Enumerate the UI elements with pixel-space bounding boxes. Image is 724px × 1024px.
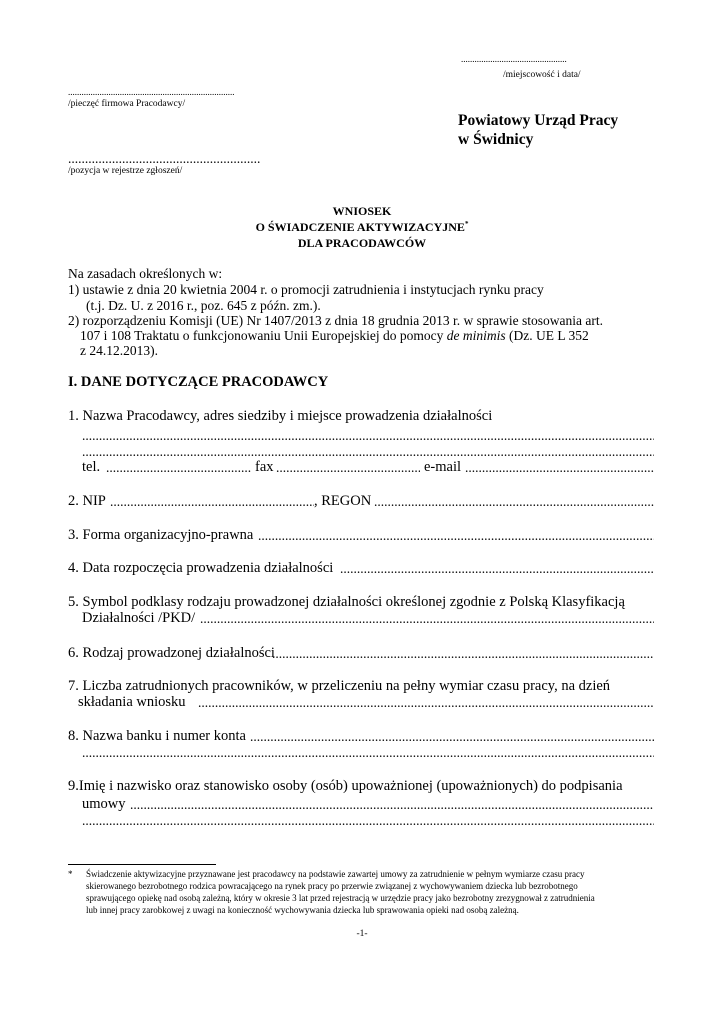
place-date-dots[interactable]: ............................................... (461, 54, 567, 64)
footnote-divider (68, 864, 216, 865)
q7-label-line2: składania wniosku (78, 694, 186, 710)
footnote-line1: Świadczenie aktywizacyjne przyznawane jest pracodawcy na podstawie zawartej umowy za zatrudnienie w pełnym wymiarze czasu pracy (86, 869, 585, 879)
doc-title-line1: WNIOSEK (332, 204, 392, 218)
register-label: /pozycja w rejestrze zgłoszeń/ (68, 166, 183, 176)
q4-field[interactable] (340, 561, 654, 577)
register-dots[interactable]: ......................................................... (68, 151, 261, 166)
doc-title-line2: O ŚWIADCZENIE AKTYWIZACYJNE* (255, 220, 469, 234)
q6-field[interactable] (272, 646, 654, 662)
legal-intro: Na zasadach określonych w: (68, 266, 223, 281)
footnote-ref-mark: * (464, 220, 469, 228)
email-label: e-mail (424, 459, 462, 475)
office-name-line2: w Świdnicy (458, 131, 534, 148)
q2-regon-label: , REGON (314, 493, 372, 509)
q8-field-line1[interactable] (250, 729, 654, 745)
q5-label-line1: 5. Symbol podklasy rodzaju prowadzonej działalności określonej zgodnie z Polską Klasyfikacją (68, 594, 625, 610)
fax-label: fax (255, 459, 274, 475)
place-date-label: /miejscowość i data/ (503, 70, 581, 80)
q3-field[interactable] (258, 528, 654, 544)
email-field[interactable] (465, 460, 654, 476)
fax-field[interactable] (276, 460, 420, 476)
footnote-mark: * (68, 869, 73, 879)
nip-field[interactable] (110, 494, 314, 510)
footnote-line4: lub innej pracy zarobkowej z uwagi na konieczność wychowywania dziecka lub sprawowania opieki nad osobą zależną. (86, 905, 519, 915)
q1-fill-line1[interactable] (82, 428, 654, 444)
footnote-line3: sprawującego opiekę nad osobą zależną, który w okresie 3 lat przed rejestracją w urzędzie pracy jako bezrobotny zrezygnował z zatrudnienia (86, 893, 595, 903)
tel-label: tel. (82, 459, 101, 475)
q7-label-line1: 7. Liczba zatrudnionych pracowników, w przeliczeniu na pełny wymiar czasu pracy, na dzień (68, 678, 611, 694)
q8-label: 8. Nazwa banku i numer konta (68, 728, 246, 744)
office-name-line1: Powiatowy Urząd Pracy (458, 112, 619, 129)
q9-label-line1: 9.Imię i nazwisko oraz stanowisko osoby (osób) upoważnionej (upoważnionych) do podpisania (68, 778, 623, 794)
q9-label-line2: umowy (82, 796, 126, 812)
page-number: -1- (356, 929, 368, 939)
q5-label-line2: Działalności /PKD/ (82, 610, 196, 626)
q9-field-line1[interactable] (130, 797, 654, 813)
stamp-label: /pieczęć firmowa Pracodawcy/ (68, 99, 186, 109)
legal-point1-line2: (t.j. Dz. U. z 2016 r., poz. 645 z późn. zm.). (86, 298, 321, 313)
q8-field-line2[interactable] (82, 745, 654, 761)
legal-point2-line1: 2) rozporządzeniu Komisji (UE) Nr 1407/2013 z dnia 18 grudnia 2013 r. w sprawie stosowania art. (68, 313, 603, 328)
footnote-line2: skierowanego bezrobotnego rodzica powracającego na rynek pracy po przerwie związanej z wychowywaniem dziecka lub bezrobotnego (86, 881, 578, 891)
legal-point2-line3: z 24.12.2013). (80, 343, 158, 358)
q1-fill-line2[interactable] (82, 444, 654, 460)
q9-field-line2[interactable] (82, 813, 654, 829)
section-heading: I. DANE DOTYCZĄCE PRACODAWCY (68, 374, 329, 390)
legal-point2-line2: 107 i 108 Traktatu o funkcjonowaniu Unii Europejskiej do pomocy de minimis (Dz. UE L 352 (80, 328, 589, 343)
q3-label: 3. Forma organizacyjno-prawna (68, 527, 254, 543)
q4-label: 4. Data rozpoczęcia prowadzenia działalności (68, 560, 334, 576)
q1-label: 1. Nazwa Pracodawcy, adres siedziby i miejsce prowadzenia działalności (68, 408, 493, 424)
regon-field[interactable] (374, 494, 654, 510)
q2-nip-label: 2. NIP (68, 493, 106, 509)
doc-title-line3: DLA PRACODAWCÓW (297, 236, 427, 250)
q7-field[interactable] (198, 695, 654, 711)
tel-field[interactable] (106, 460, 252, 476)
legal-point1-line1: 1) ustawie z dnia 20 kwietnia 2004 r. o promocji zatrudnienia i instytucjach rynku pracy (68, 282, 544, 297)
stamp-dots[interactable]: .......................................................................... (68, 87, 235, 97)
q6-label: 6. Rodzaj prowadzonej działalności (68, 645, 275, 661)
q5-field[interactable] (200, 611, 654, 627)
